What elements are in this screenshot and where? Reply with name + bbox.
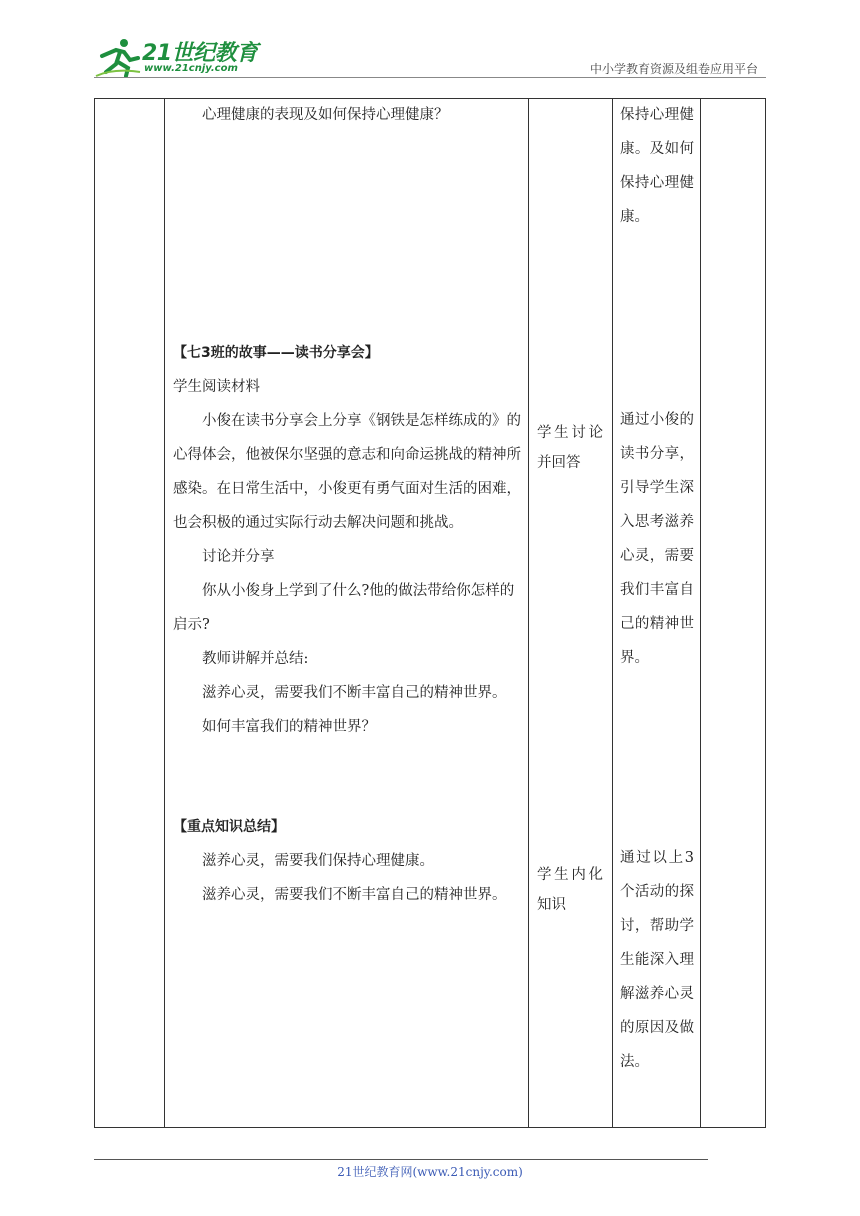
table-col-divider-1 bbox=[164, 98, 165, 1128]
table-bottom-border bbox=[94, 1127, 766, 1128]
table-border-right bbox=[765, 98, 766, 1128]
section2-content bbox=[173, 336, 523, 744]
section2-heading: 【七3班的故事——读书分享会】 bbox=[173, 345, 379, 361]
section3-para-1: 滋养心灵，需要我们保持心理健康。 bbox=[202, 853, 434, 869]
runner-icon bbox=[94, 36, 142, 78]
section3-content bbox=[173, 810, 523, 912]
section2-para-5: 教师讲解并总结: bbox=[202, 651, 309, 667]
table-col-divider-3 bbox=[612, 98, 613, 1128]
section3-heading: 【重点知识总结】 bbox=[173, 819, 285, 835]
section2-para-2: 小俊在读书分享会上分享《钢铁是怎样练成的》的心得体会，他被保尔坚强的意志和向命运挑战的精神所感染。在日常生活中，小俊更有勇气面对生活的困难，也会积极的通过实际行动去解决问题和挑战。 bbox=[173, 413, 521, 531]
footer-link[interactable]: 21世纪教育网(www.21cnjy.com) bbox=[337, 1165, 523, 1179]
page-header bbox=[94, 36, 766, 78]
table-col-divider-4 bbox=[700, 98, 701, 1128]
header-divider bbox=[94, 77, 766, 78]
section3-para-2: 滋养心灵，需要我们不断丰富自己的精神世界。 bbox=[202, 887, 507, 903]
platform-title: 中小学教育资源及组卷应用平台 bbox=[589, 62, 758, 76]
section3-intent: 通过以上3个活动的探讨，帮助学生能深入理解滋养心灵的原因及做法。 bbox=[620, 850, 694, 1070]
section2-para-7: 如何丰富我们的精神世界？ bbox=[202, 719, 376, 735]
table-border-left bbox=[94, 98, 95, 1128]
section2-para-3: 讨论并分享 bbox=[202, 549, 275, 565]
site-logo[interactable] bbox=[94, 36, 264, 78]
section2-activity: 学生讨论并回答 bbox=[537, 425, 603, 471]
section3-activity: 学生内化知识 bbox=[537, 867, 603, 913]
section1-content bbox=[173, 98, 523, 132]
section2-para-4: 你从小俊身上学到了什么?他的做法带给你怎样的启示? bbox=[173, 583, 515, 633]
section2-para-6: 滋养心灵，需要我们不断丰富自己的精神世界。 bbox=[202, 685, 507, 701]
question-text: 心理健康的表现及如何保持心理健康？ bbox=[202, 107, 449, 123]
footer-divider bbox=[94, 1159, 708, 1160]
section1-intent: 保持心理健康。及如何保持心理健康。 bbox=[620, 107, 694, 225]
table-col-divider-2 bbox=[528, 98, 529, 1128]
section2-intent: 通过小俊的读书分享，引导学生深入思考滋养心灵，需要我们丰富自己的精神世界。 bbox=[620, 412, 694, 666]
logo-url: www.21cnjy.com bbox=[144, 63, 238, 74]
logo-text: 21世纪教育 bbox=[142, 41, 258, 66]
section2-para-1: 学生阅读材料 bbox=[173, 379, 260, 395]
